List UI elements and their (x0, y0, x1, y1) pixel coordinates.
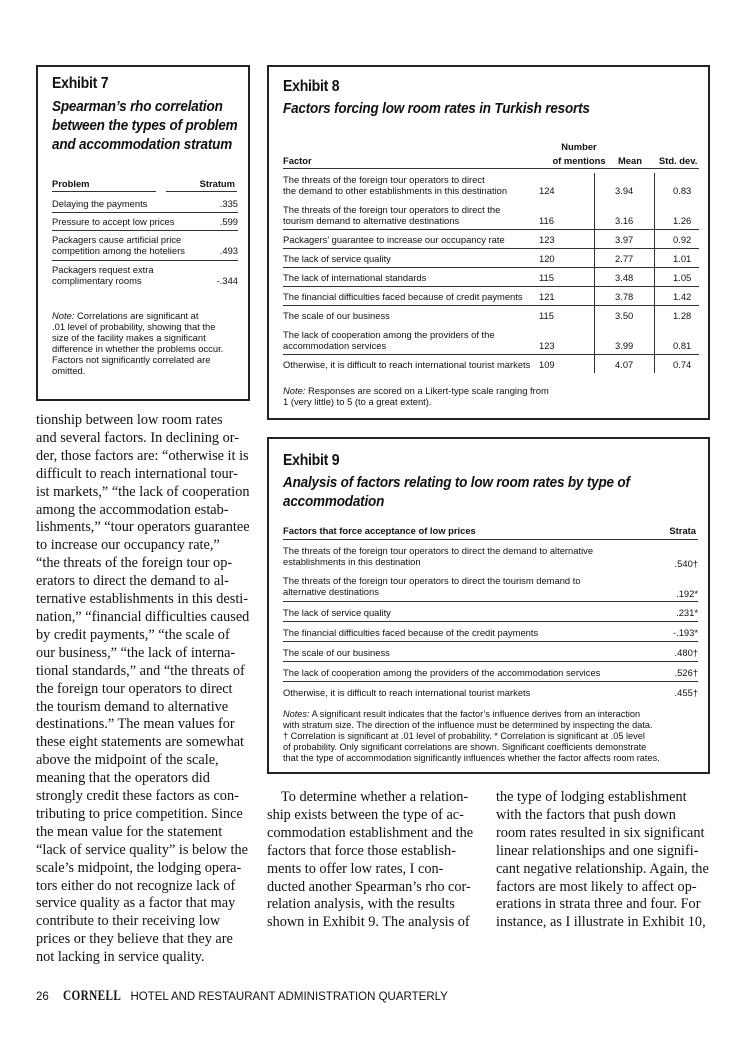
sd-value: 1.28 (673, 310, 692, 321)
note-text: 1 (very little) to 5 (to a great extent). (283, 396, 432, 407)
row-divider (283, 681, 698, 682)
exhibit-7-header-rule (52, 191, 156, 192)
exhibit-7-title (52, 97, 259, 154)
exhibit-9-box (267, 437, 710, 774)
factor-text: The lack of cooperation among the providers of the accommodation services (283, 667, 601, 678)
row-divider (52, 230, 238, 231)
table-row (283, 272, 699, 283)
table-row (283, 545, 698, 567)
exhibit-7-header-rule (166, 191, 237, 192)
stratum-value: .493 (219, 245, 238, 256)
exhibit-7-note (52, 310, 247, 376)
body-column-2 (267, 789, 476, 932)
text-line: instance, as I illustrate in Exhibit 10, (496, 914, 706, 931)
text-line: our business,” “the lack of interna- (36, 644, 236, 661)
text-line: tionship between low room rates (36, 412, 223, 428)
text-line: linear relationships and one signifi- (496, 842, 699, 859)
text-line: commodation establishment and the (267, 824, 474, 841)
body-column-1 (36, 412, 250, 967)
sd-value: 1.26 (673, 215, 692, 226)
strata-value: .455† (674, 687, 698, 698)
sd-value: 0.74 (673, 359, 692, 370)
exhibit-7-title-line: between the types of problem (52, 117, 238, 134)
mean-value: 3.78 (615, 291, 634, 302)
mentions-value: 123 (539, 340, 555, 351)
exhibit-7-box (36, 65, 250, 401)
mean-value: 2.77 (615, 253, 634, 264)
exhibit-8-header-rule (283, 168, 699, 169)
exhibit-9-note (283, 709, 703, 764)
note-text: size of the facility makes a significant (52, 332, 206, 343)
mentions-value: 120 (539, 253, 555, 264)
table-row (283, 667, 698, 678)
text-line: factors that force those establish- (267, 842, 456, 859)
text-line: strongly credit these factors as con- (36, 788, 239, 805)
table-row (283, 575, 698, 597)
strata-value: .192* (676, 588, 698, 599)
note-text: Responses are scored on a Likert-type scale ranging from (308, 385, 549, 396)
problem-text: complimentary rooms (52, 275, 142, 286)
text-line: “lack of service quality” is below the (36, 841, 248, 858)
table-row (52, 216, 238, 227)
exhibit-8-col-sd: Std. dev. (659, 155, 698, 166)
note-label: Note: (283, 385, 306, 396)
table-row (283, 647, 698, 658)
strata-value: .540† (674, 558, 698, 569)
exhibit-9-title-line: Analysis of factors relating to low room rates by type of (283, 474, 630, 491)
text-line: room rates resulted in six significant (496, 824, 705, 841)
problem-text: Pressure to accept low prices (52, 216, 175, 227)
row-divider (283, 248, 699, 249)
table-row (283, 253, 699, 264)
text-line: tributing to price competition. Since (36, 805, 243, 822)
factor-text: The scale of our business (283, 310, 390, 321)
factor-text: The lack of international standards (283, 272, 427, 283)
factor-text: The threats of the foreign tour operators to direct the demand to alternative (283, 545, 594, 556)
text-line: erations in strata three and four. For (496, 896, 701, 913)
text-line: “the threats of the foreign tour op- (36, 555, 233, 572)
note-text: of probability. Only significant correlations are shown. Significant coefficients demonstrate (283, 742, 647, 752)
text-line: these eight statements are somewhat (36, 734, 245, 751)
exhibit-7-col-stratum: Stratum (199, 178, 235, 189)
exhibit-8-box (267, 65, 710, 420)
factor-text: tourism demand to alternative destinations (283, 215, 460, 226)
row-divider (283, 267, 699, 268)
note-text: difference in whether the problems occur. (52, 343, 224, 354)
table-row (52, 234, 238, 256)
factor-text: establishments in this destination (283, 556, 421, 567)
factor-text: Otherwise, it is difficult to reach international tourist markets (283, 687, 531, 698)
factor-text: The threats of the foreign tour operators to direct the tourism demand to (283, 575, 581, 586)
mentions-value: 116 (539, 215, 554, 226)
text-line: contribute to their receiving low (36, 913, 221, 930)
exhibit-9-header-rule (283, 539, 698, 540)
mean-value: 4.07 (615, 359, 634, 370)
cornell-logo: CORNELL (62, 988, 122, 1004)
strata-value: .526† (674, 667, 698, 678)
note-text: † Correlation is significant at .01 level of probability. * Correlation is significant at .05 level (283, 731, 645, 741)
mentions-value: 123 (539, 234, 555, 245)
mean-value: 3.48 (615, 272, 634, 283)
table-row (283, 687, 698, 698)
table-row (283, 627, 698, 638)
row-divider (283, 661, 698, 662)
text-line: by credit payments,” “the scale of (36, 626, 230, 643)
mentions-value: 109 (539, 359, 555, 370)
sd-value: 1.05 (673, 272, 692, 283)
table-row (283, 291, 699, 302)
text-line: to increase our occupancy rate,” (36, 537, 220, 554)
note-text: A significant result indicates that the factor’s influence derives from an interaction (311, 709, 641, 719)
note-text: Correlations are significant at (77, 310, 199, 321)
note-text: with stratum size. The direction of the influence must be determined by inspecting the data. (283, 720, 653, 730)
row-divider (52, 260, 238, 261)
table-row (283, 359, 699, 370)
factor-text: The threats of the foreign tour operators to direct the (283, 204, 501, 215)
problem-text: Delaying the payments (52, 198, 148, 209)
factor-text: Otherwise, it is difficult to reach international tourist markets (283, 359, 531, 370)
text-line: difficult to reach international tour- (36, 465, 238, 482)
note-text: .01 level of probability, showing that the (52, 321, 216, 332)
table-row (283, 329, 699, 351)
text-line: ments to offer low rates, I con- (267, 860, 444, 877)
strata-value: .480† (674, 647, 698, 658)
note-text: omitted. (52, 365, 86, 376)
factor-text: alternative destinations (283, 586, 379, 597)
factor-text: The lack of cooperation among the providers of the (283, 329, 495, 340)
table-row (283, 310, 699, 321)
row-divider (52, 212, 238, 213)
mentions-value: 115 (539, 310, 554, 321)
text-line: meaning that the operators did (36, 770, 210, 787)
table-row (283, 607, 698, 618)
factor-text: accommodation services (283, 340, 387, 351)
exhibit-9-col-strata: Strata (669, 525, 696, 536)
factor-text: The financial difficulties faced because of credit payments (283, 291, 523, 302)
text-line: scale’s midpoint, the lodging opera- (36, 859, 242, 876)
text-line: the type of lodging establishment (496, 789, 687, 805)
row-divider (283, 601, 698, 602)
sd-value: 0.81 (673, 340, 692, 351)
exhibit-9-col-factors: Factors that force acceptance of low prices (283, 525, 476, 536)
problem-text: competition among the hoteliers (52, 245, 185, 256)
mean-value: 3.97 (615, 234, 634, 245)
exhibit-8-col-mean: Mean (618, 155, 642, 166)
text-line: nation,” “financial difficulties caused (36, 608, 250, 625)
text-line: with the factors that push down (496, 806, 676, 823)
exhibit-7-col-problem: Problem (52, 178, 90, 189)
text-line: the tourism demand to alternative (36, 698, 229, 715)
factor-text: The lack of service quality (283, 607, 391, 618)
text-line: destinations.” The mean values for (36, 716, 235, 733)
table-row (283, 174, 699, 196)
mentions-value: 121 (539, 291, 555, 302)
factor-text: The scale of our business (283, 647, 390, 658)
col-header-line: of mentions (552, 155, 606, 166)
exhibit-7-label: Exhibit 7 (52, 75, 109, 92)
problem-text: Packagers cause artificial price (52, 234, 182, 245)
text-line: To determine whether a relation- (281, 789, 469, 805)
factor-text: The financial difficulties faced because of the credit payments (283, 627, 539, 638)
exhibit-9-title (283, 473, 697, 511)
factor-text: Packagers’ guarantee to increase our occupancy rate (283, 234, 505, 245)
stratum-value: -.344 (216, 275, 238, 286)
row-divider (283, 286, 699, 287)
exhibit-8-title: Factors forcing low room rates in Turkish resorts (283, 100, 590, 117)
text-line: prices or they believe that they are (36, 931, 233, 948)
text-line: not lacking in service quality. (36, 949, 205, 966)
text-line: lishments,” “tour operators guarantee (36, 519, 250, 536)
problem-text: Packagers request extra (52, 264, 154, 275)
col-header-line: Number (561, 141, 597, 152)
mean-value: 3.50 (615, 310, 634, 321)
sd-value: 1.01 (673, 253, 692, 264)
table-row (52, 198, 238, 209)
factor-text: The lack of service quality (283, 253, 391, 264)
note-label: Notes: (283, 709, 310, 719)
sd-value: 0.83 (673, 185, 692, 196)
row-divider (283, 229, 699, 230)
text-line: shown in Exhibit 9. The analysis of (267, 914, 470, 931)
note-text: that the type of accommodation significantly influences whether the factor affects room rates. (283, 753, 660, 763)
mentions-value: 115 (539, 272, 554, 283)
text-line: among the accommodation estab- (36, 501, 229, 518)
sd-value: 1.42 (673, 291, 692, 302)
mean-value: 3.99 (615, 340, 634, 351)
mentions-value: 124 (539, 185, 555, 196)
text-line: ducted another Spearman’s rho cor- (267, 878, 471, 895)
text-line: and several factors. In declining or- (36, 429, 239, 446)
page-footer (36, 988, 448, 1005)
exhibit-9-label: Exhibit 9 (283, 452, 340, 469)
table-row (283, 204, 699, 226)
text-line: factors are most likely to affect op- (496, 878, 697, 895)
page-number: 26 (36, 991, 49, 1003)
text-line: tors either do not recognize lack of (36, 877, 236, 894)
text-line: above the midpoint of the scale, (36, 752, 219, 769)
table-row (52, 264, 238, 286)
row-divider (283, 305, 699, 306)
exhibit-9-title-line: accommodation (283, 493, 385, 510)
exhibit-8-note (283, 385, 699, 407)
text-line: der, those factors are: “otherwise it is (36, 447, 249, 464)
note-text: Factors not significantly correlated are (52, 354, 211, 365)
text-line: the foreign tour operators to direct (36, 680, 233, 697)
table-row (283, 234, 699, 245)
factor-text: the demand to other establishments in this destination (283, 185, 508, 196)
factor-text: The threats of the foreign tour operators to direct (283, 174, 485, 185)
mean-value: 3.94 (615, 185, 634, 196)
text-line: ship exists between the type of ac- (267, 806, 464, 823)
row-divider (283, 641, 698, 642)
stratum-value: .599 (219, 216, 238, 227)
text-line: the mean value for the statement (36, 823, 223, 840)
text-line: relation analysis, with the results (267, 896, 455, 913)
exhibit-8-col-factor: Factor (283, 155, 312, 166)
strata-value: .231* (676, 607, 698, 618)
note-label: Note: (52, 310, 75, 321)
text-line: erators to direct the demand to al- (36, 573, 229, 590)
exhibit-8-label: Exhibit 8 (283, 78, 340, 95)
exhibit-8-col-mentions (539, 141, 619, 166)
text-line: tional standards,” and “the threats of (36, 662, 245, 679)
text-line: service quality as a factor that may (36, 895, 236, 912)
body-column-3 (496, 789, 710, 932)
text-line: ternative establishments in this desti- (36, 591, 249, 608)
text-line: cant negative relationship. Again, the (496, 860, 709, 877)
exhibit-7-title-line: Spearman’s rho correlation (52, 98, 223, 115)
sd-value: 0.92 (673, 234, 692, 245)
strata-value: -.193* (672, 627, 698, 638)
mean-value: 3.16 (615, 215, 634, 226)
exhibit-7-title-line: and accommodation stratum (52, 136, 233, 153)
journal-name: HOTEL AND RESTAURANT ADMINISTRATION QUARTERLY (130, 991, 448, 1003)
stratum-value: .335 (219, 198, 238, 209)
text-line: ist markets,” “the lack of cooperation (36, 483, 250, 500)
row-divider (283, 621, 698, 622)
row-divider (283, 354, 699, 355)
